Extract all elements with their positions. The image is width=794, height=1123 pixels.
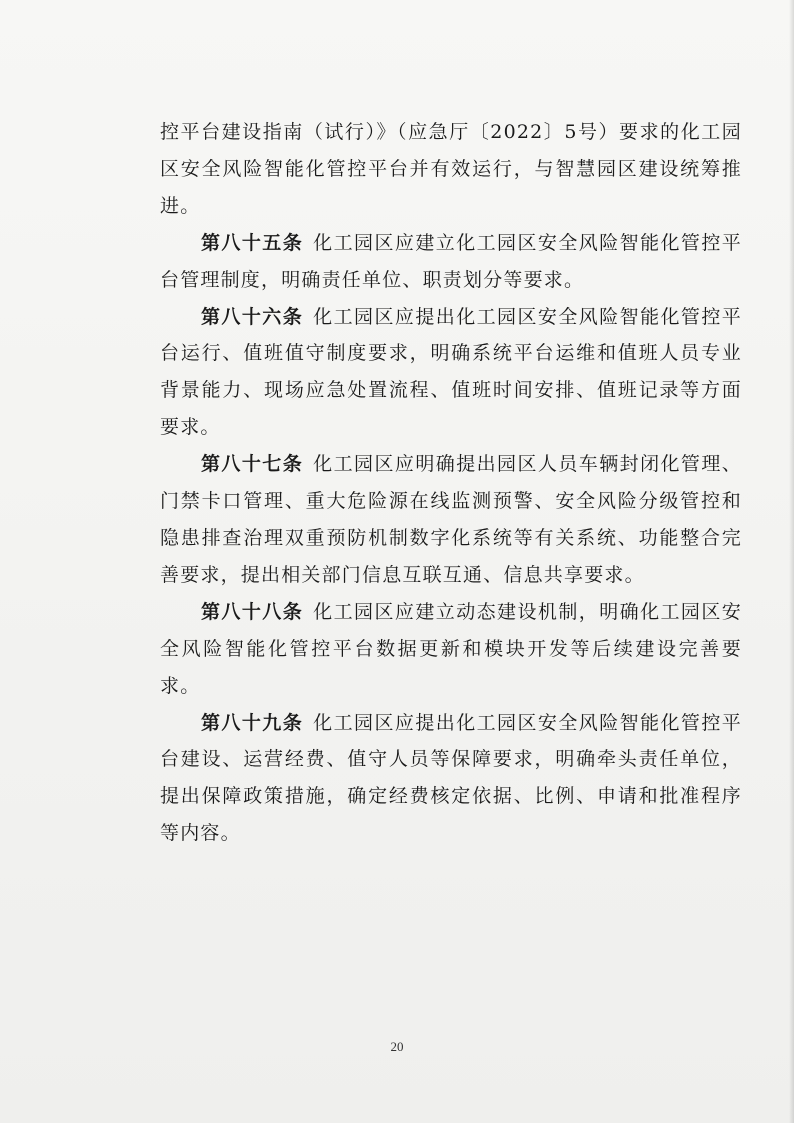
continuation-paragraph: 控平台建设指南（试行）》（应急厅〔2022〕5号）要求的化工园区安全风险智能化管控平台并有效运行，与智慧园区建设统筹推进。 (160, 121, 742, 217)
article-88 (160, 594, 742, 705)
article-text: 化工园区应建立动态建设机制，明确化工园区安全风险智能化管控平台数据更新和模块开发等后续建设完善要求。 (160, 600, 742, 697)
article-85 (160, 225, 742, 299)
article-text: 化工园区应提出化工园区安全风险智能化管控平台建设、运营经费、值守人员等保障要求，明确牵头责任单位，提出保障政策措施，确定经费核定依据、比例、申请和批准程序等内容。 (160, 711, 742, 845)
article-text: 化工园区应建立化工园区安全风险智能化管控平台管理制度，明确责任单位、职责划分等要求。 (160, 231, 742, 291)
scan-edge-shadow (789, 0, 794, 1123)
article-text: 化工园区应明确提出园区人员车辆封闭化管理、门禁卡口管理、重大危险源在线监测预警、安全风险分级管控和隐患排查治理双重预防机制数字化系统等有关系统、功能整合完善要求，提出相关部门信息互联互通、信息共享要求。 (160, 453, 742, 586)
article-number: 第八十八条 (201, 600, 304, 623)
article-number: 第八十七条 (201, 453, 304, 476)
document-body (160, 114, 742, 852)
article-number: 第八十六条 (201, 305, 304, 328)
article-86 (160, 299, 742, 447)
article-text: 化工园区应提出化工园区安全风险智能化管控平台运行、值班值守制度要求，明确系统平台运维和值班人员专业背景能力、现场应急处置流程、值班时间安排、值班记录等方面要求。 (160, 305, 742, 439)
article-number: 第八十九条 (201, 711, 304, 734)
article-87 (160, 446, 742, 594)
page-number: 20 (390, 1039, 404, 1054)
article-89 (160, 705, 742, 853)
article-number: 第八十五条 (201, 231, 304, 254)
